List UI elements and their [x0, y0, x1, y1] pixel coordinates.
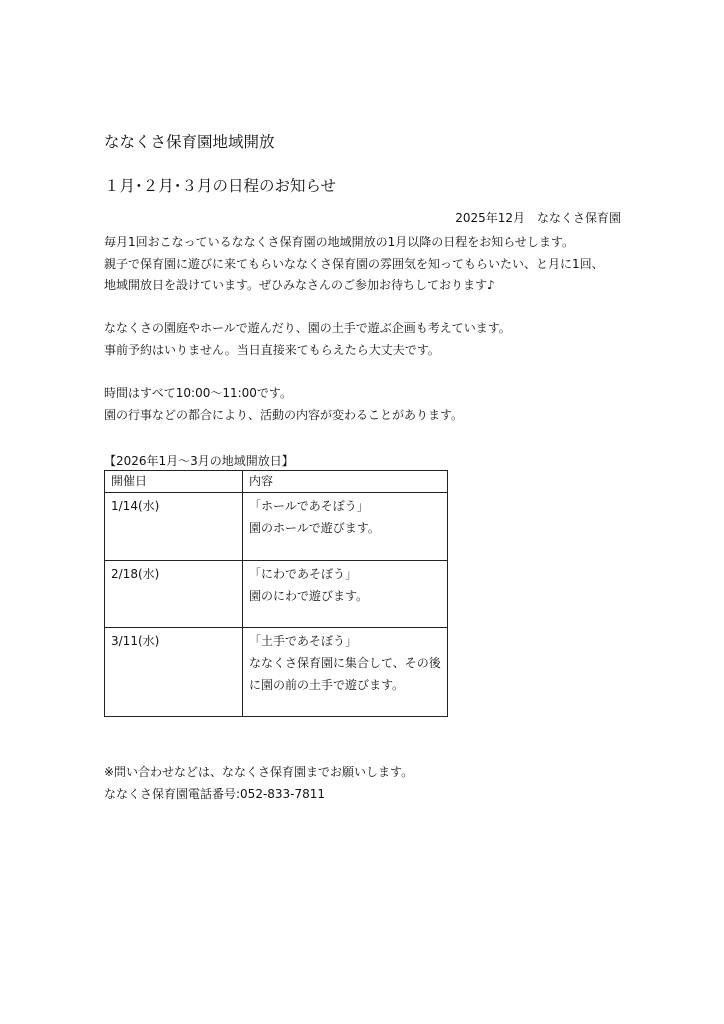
event-description: に園の前の土手で遊びます。 [249, 678, 405, 692]
event-title: 「ホールであそぼう」 [249, 499, 369, 513]
contact-footer [104, 761, 413, 805]
paragraph-line: 地域開放日を設けています。ぜひみなさんのご参加お待ちしております♪ [104, 278, 495, 292]
event-description: ななくさ保育園に集合して、その後 [249, 656, 441, 670]
column-header-date: 開催日 [105, 471, 243, 493]
paragraph-line: 親子で保育園に遊びに来てもらいななくさ保育園の雰囲気を知ってもらいたい、と月に1回、 [104, 256, 604, 271]
document-title: ななくさ保育園地域開放 [104, 133, 275, 151]
schedule-table [104, 470, 448, 717]
event-date: 3/11(水) [105, 628, 243, 717]
dateline: 2025年12月 ななくさ保育園 [455, 211, 621, 225]
paragraph-line: 時間はすべて10:00～11:00です。 [104, 386, 292, 400]
table-row [105, 561, 448, 628]
event-date: 2/18(水) [105, 561, 243, 628]
event-content [243, 561, 448, 628]
event-title: 「土手であそぼう」 [249, 634, 358, 648]
contact-note: ※問い合わせなどは、ななくさ保育園までお願いします。 [104, 765, 414, 779]
contact-phone: ななくさ保育園電話番号:052-833-7811 [104, 787, 326, 801]
table-row [105, 493, 448, 561]
schedule-heading: 【2026年1月～3月の地域開放日】 [104, 454, 294, 468]
activity-paragraph [104, 318, 511, 361]
paragraph-line: 事前予約はいりません。当日直接来てもらえたら大丈夫です。 [104, 342, 440, 357]
column-header-content: 内容 [243, 471, 448, 493]
table-header-row [105, 471, 448, 493]
paragraph-line: 毎月1回おこなっているななくさ保育園の地域開放の1月以降の日程をお知らせします。 [104, 235, 574, 249]
event-date: 1/14(水) [105, 493, 243, 561]
event-description: 園のにわで遊びます。 [249, 589, 369, 603]
paragraph-line: 園の行事などの都合により、活動の内容が変わることがあります。 [104, 407, 464, 422]
time-paragraph [104, 383, 463, 426]
event-description: 園のホールで遊びます。 [249, 521, 380, 535]
event-content [243, 628, 448, 717]
table-row [105, 628, 448, 717]
paragraph-line: ななくさの園庭やホールで遊んだり、園の土手で遊ぶ企画も考えています。 [104, 321, 511, 335]
intro-paragraph [104, 232, 604, 297]
event-content [243, 493, 448, 561]
event-title: 「にわであそぼう」 [249, 567, 358, 581]
document-subtitle: １月･２月･３月の日程のお知らせ [104, 177, 337, 195]
